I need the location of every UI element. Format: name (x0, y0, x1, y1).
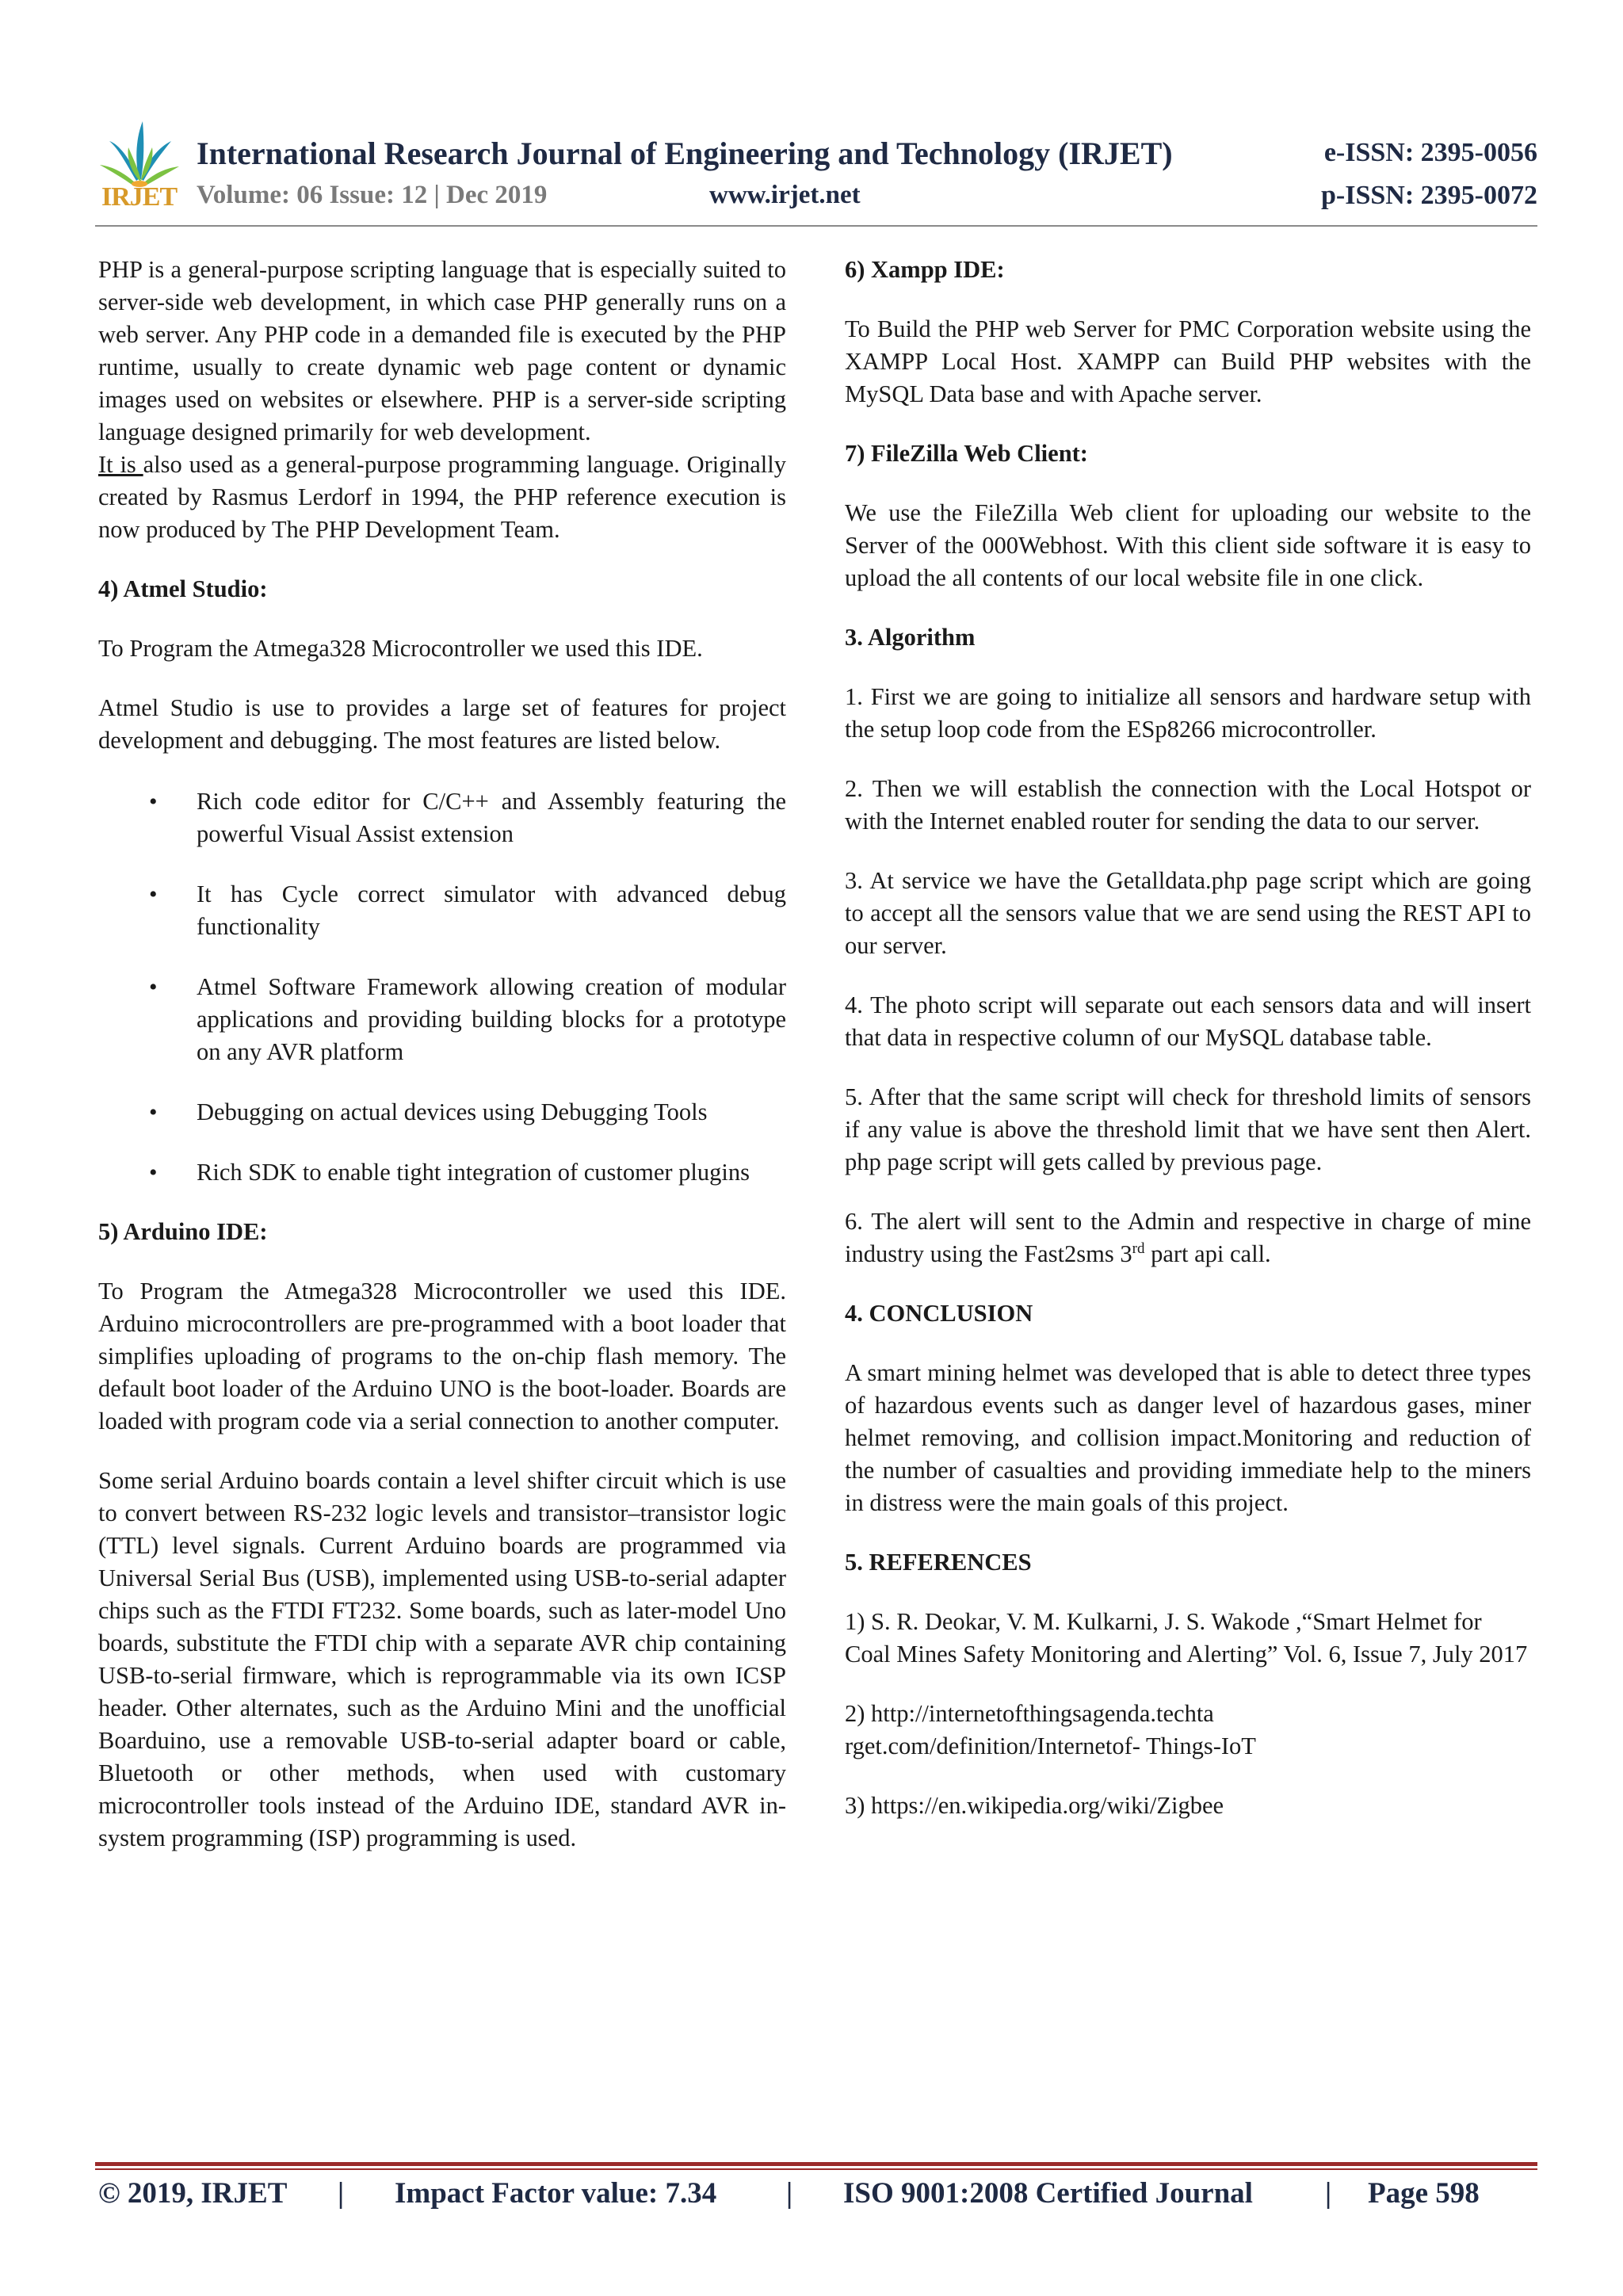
algorithm-step-2: 2. Then we will establish the connection with the Local Hotspot or with the Internet enabled router for sending the data to our server. (845, 775, 1531, 835)
footer-rule-thick (95, 2162, 1537, 2166)
php-paragraph (98, 254, 786, 546)
footer-iso: ISO 9001:2008 Certified Journal (843, 2177, 1253, 2210)
journal-website[interactable]: www.irjet.net (709, 181, 861, 209)
left-column (98, 254, 786, 1881)
logo-text: IRJET (101, 182, 178, 212)
reference-2-line-2[interactable]: rget.com/definition/Internetof- Things-IoT (845, 1733, 1256, 1759)
filezilla-paragraph: We use the FileZilla Web client for uploading our website to the Server of the 000Webhost. With this client side software it is easy to upload the all contents of our local website file in one click. (845, 499, 1531, 591)
list-item: • Atmel Software Framework allowing creation of modular applications and providing building blocks for a prototype on any AVR platform (197, 971, 786, 1068)
atmel-paragraph-1: To Program the Atmega328 Microcontroller we used this IDE. (98, 635, 703, 662)
xampp-paragraph: To Build the PHP web Server for PMC Corporation website using the XAMPP Local Host. XAMPP can Build PHP websites with the MySQL Data base and with Apache server. (845, 315, 1531, 407)
list-item: • Rich code editor for C/C++ and Assembly featuring the powerful Visual Assist extension (197, 785, 786, 850)
algo-6-text: 6. The alert will sent to the Admin and respective in charge of mine industry using the Fast2sms 3 (845, 1208, 1531, 1267)
algorithm-step-5: 5. After that the same script will check for threshold limits of sensors if any value is above the threshold limit that we have sent then Alert. php page script will gets called by previous page. (845, 1083, 1531, 1175)
arduino-paragraph-1: To Program the Atmega328 Microcontroller we used this IDE. Arduino microcontrollers are pre-programmed with a boot loader that simplifies uploading of programs to the on-chip flash memory. The default boot loader of the Arduino UNO is the boot-loader. Boards are loaded with program code via a serial connection to another computer. (98, 1278, 786, 1435)
footer-impact-factor: Impact Factor value: 7.34 (395, 2177, 717, 2210)
e-issn: e-ISSN: 2395-0056 (1323, 138, 1537, 167)
algorithm-heading: 3. Algorithm (845, 624, 976, 651)
php-it-is: It is (98, 451, 143, 478)
algorithm-step-4: 4. The photo script will separate out each sensors data and will insert that data in respective column of our MySQL database table. (845, 991, 1531, 1051)
reference-3[interactable]: 3) https://en.wikipedia.org/wiki/Zigbee (845, 1792, 1224, 1819)
php-text-tail: also used as a general-purpose programming language. Originally created by Rasmus Lerdorf in 1994, the PHP reference execution is now produced by The PHP Development Team. (98, 451, 786, 543)
volume-issue: Volume: 06 Issue: 12 | Dec 2019 (197, 181, 548, 209)
page-footer (98, 2173, 1537, 2221)
header-divider (95, 225, 1537, 227)
algorithm-step-6 (845, 1205, 1531, 1270)
right-column (845, 254, 1531, 1849)
algo-6-tail: part api call. (1144, 1240, 1271, 1267)
footer-copyright: © 2019, IRJET (98, 2177, 288, 2210)
footer-separator: | (1325, 2177, 1332, 2210)
arduino-heading: 5) Arduino IDE: (98, 1218, 268, 1245)
p-issn: p-ISSN: 2395-0072 (1321, 181, 1537, 210)
footer-page-number: Page 598 (1368, 2177, 1480, 2210)
algo-6-sup: rd (1132, 1240, 1145, 1257)
conclusion-heading: 4. CONCLUSION (845, 1300, 1033, 1327)
algorithm-step-3: 3. At service we have the Getalldata.php page script which are going to accept all the sensors value that we are send using the REST API to our server. (845, 867, 1531, 959)
reference-2-line-1[interactable]: 2) http://internetofthingsagenda.techta (845, 1700, 1214, 1727)
footer-separator: | (338, 2177, 345, 2210)
atmel-feature-list (98, 785, 786, 1189)
reference-1: 1) S. R. Deokar, V. M. Kulkarni, J. S. Wakode ,“Smart Helmet for Coal Mines Safety Monitoring and Alerting” Vol. 6, Issue 7, July 2017 (845, 1608, 1528, 1668)
algorithm-step-1: 1. First we are going to initialize all sensors and hardware setup with the setup loop code from the ESp8266 microcontroller. (845, 683, 1531, 743)
filezilla-heading: 7) FileZilla Web Client: (845, 440, 1088, 467)
list-item: • Debugging on actual devices using Debugging Tools (197, 1096, 786, 1129)
conclusion-paragraph: A smart mining helmet was developed that is able to detect three types of hazardous events such as danger level of hazardous gases, miner helmet removing, and collision impact.Monitoring and reduction of the number of casualties and providing immediate help to the miners in distress were the main goals of this project. (845, 1359, 1531, 1516)
references-heading: 5. REFERENCES (845, 1549, 1032, 1576)
arduino-paragraph-2: Some serial Arduino boards contain a level shifter circuit which is use to convert between RS-232 logic levels and transistor–transistor logic (TTL) level signals. Current Arduino boards are programmed via Universal Serial Bus (USB), implemented using USB-to-serial adapter chips such as the FTDI FT232. Some boards, such as later-model Uno boards, substitute the FTDI chip with a separate AVR chip containing USB-to-serial firmware, which is reprogrammable via its own ICSP header. Other alternates, such as the Arduino Mini and the unofficial Boarduino, use a removable USB-to-serial adapter board or cable, Bluetooth or other methods, when used with customary microcontroller tools instead of the Arduino IDE, standard AVR in-system programming (ISP) programming is used. (98, 1467, 786, 1851)
journal-header (95, 117, 1537, 228)
xampp-heading: 6) Xampp IDE: (845, 256, 1005, 283)
php-text: PHP is a general-purpose scripting language that is especially suited to server-side web development, in which case PHP generally runs on a web server. Any PHP code in a demanded file is executed by the PHP runtime, usually to create dynamic web page content or dynamic images used on websites or elsewhere. PHP is a server-side scripting language designed primarily for web development. (98, 256, 786, 445)
atmel-paragraph-2: Atmel Studio is use to provides a large set of features for project development and debugging. The most features are listed below. (98, 694, 786, 754)
list-item: • It has Cycle correct simulator with advanced debug functionality (197, 878, 786, 943)
list-item: • Rich SDK to enable tight integration of customer plugins (197, 1156, 786, 1189)
journal-title: International Research Journal of Engineering and Technology (IRJET) (197, 136, 1173, 171)
footer-rule-thin (95, 2168, 1537, 2170)
footer-separator: | (786, 2177, 793, 2210)
atmel-heading: 4) Atmel Studio: (98, 575, 268, 602)
reference-2[interactable] (845, 1698, 1531, 1763)
